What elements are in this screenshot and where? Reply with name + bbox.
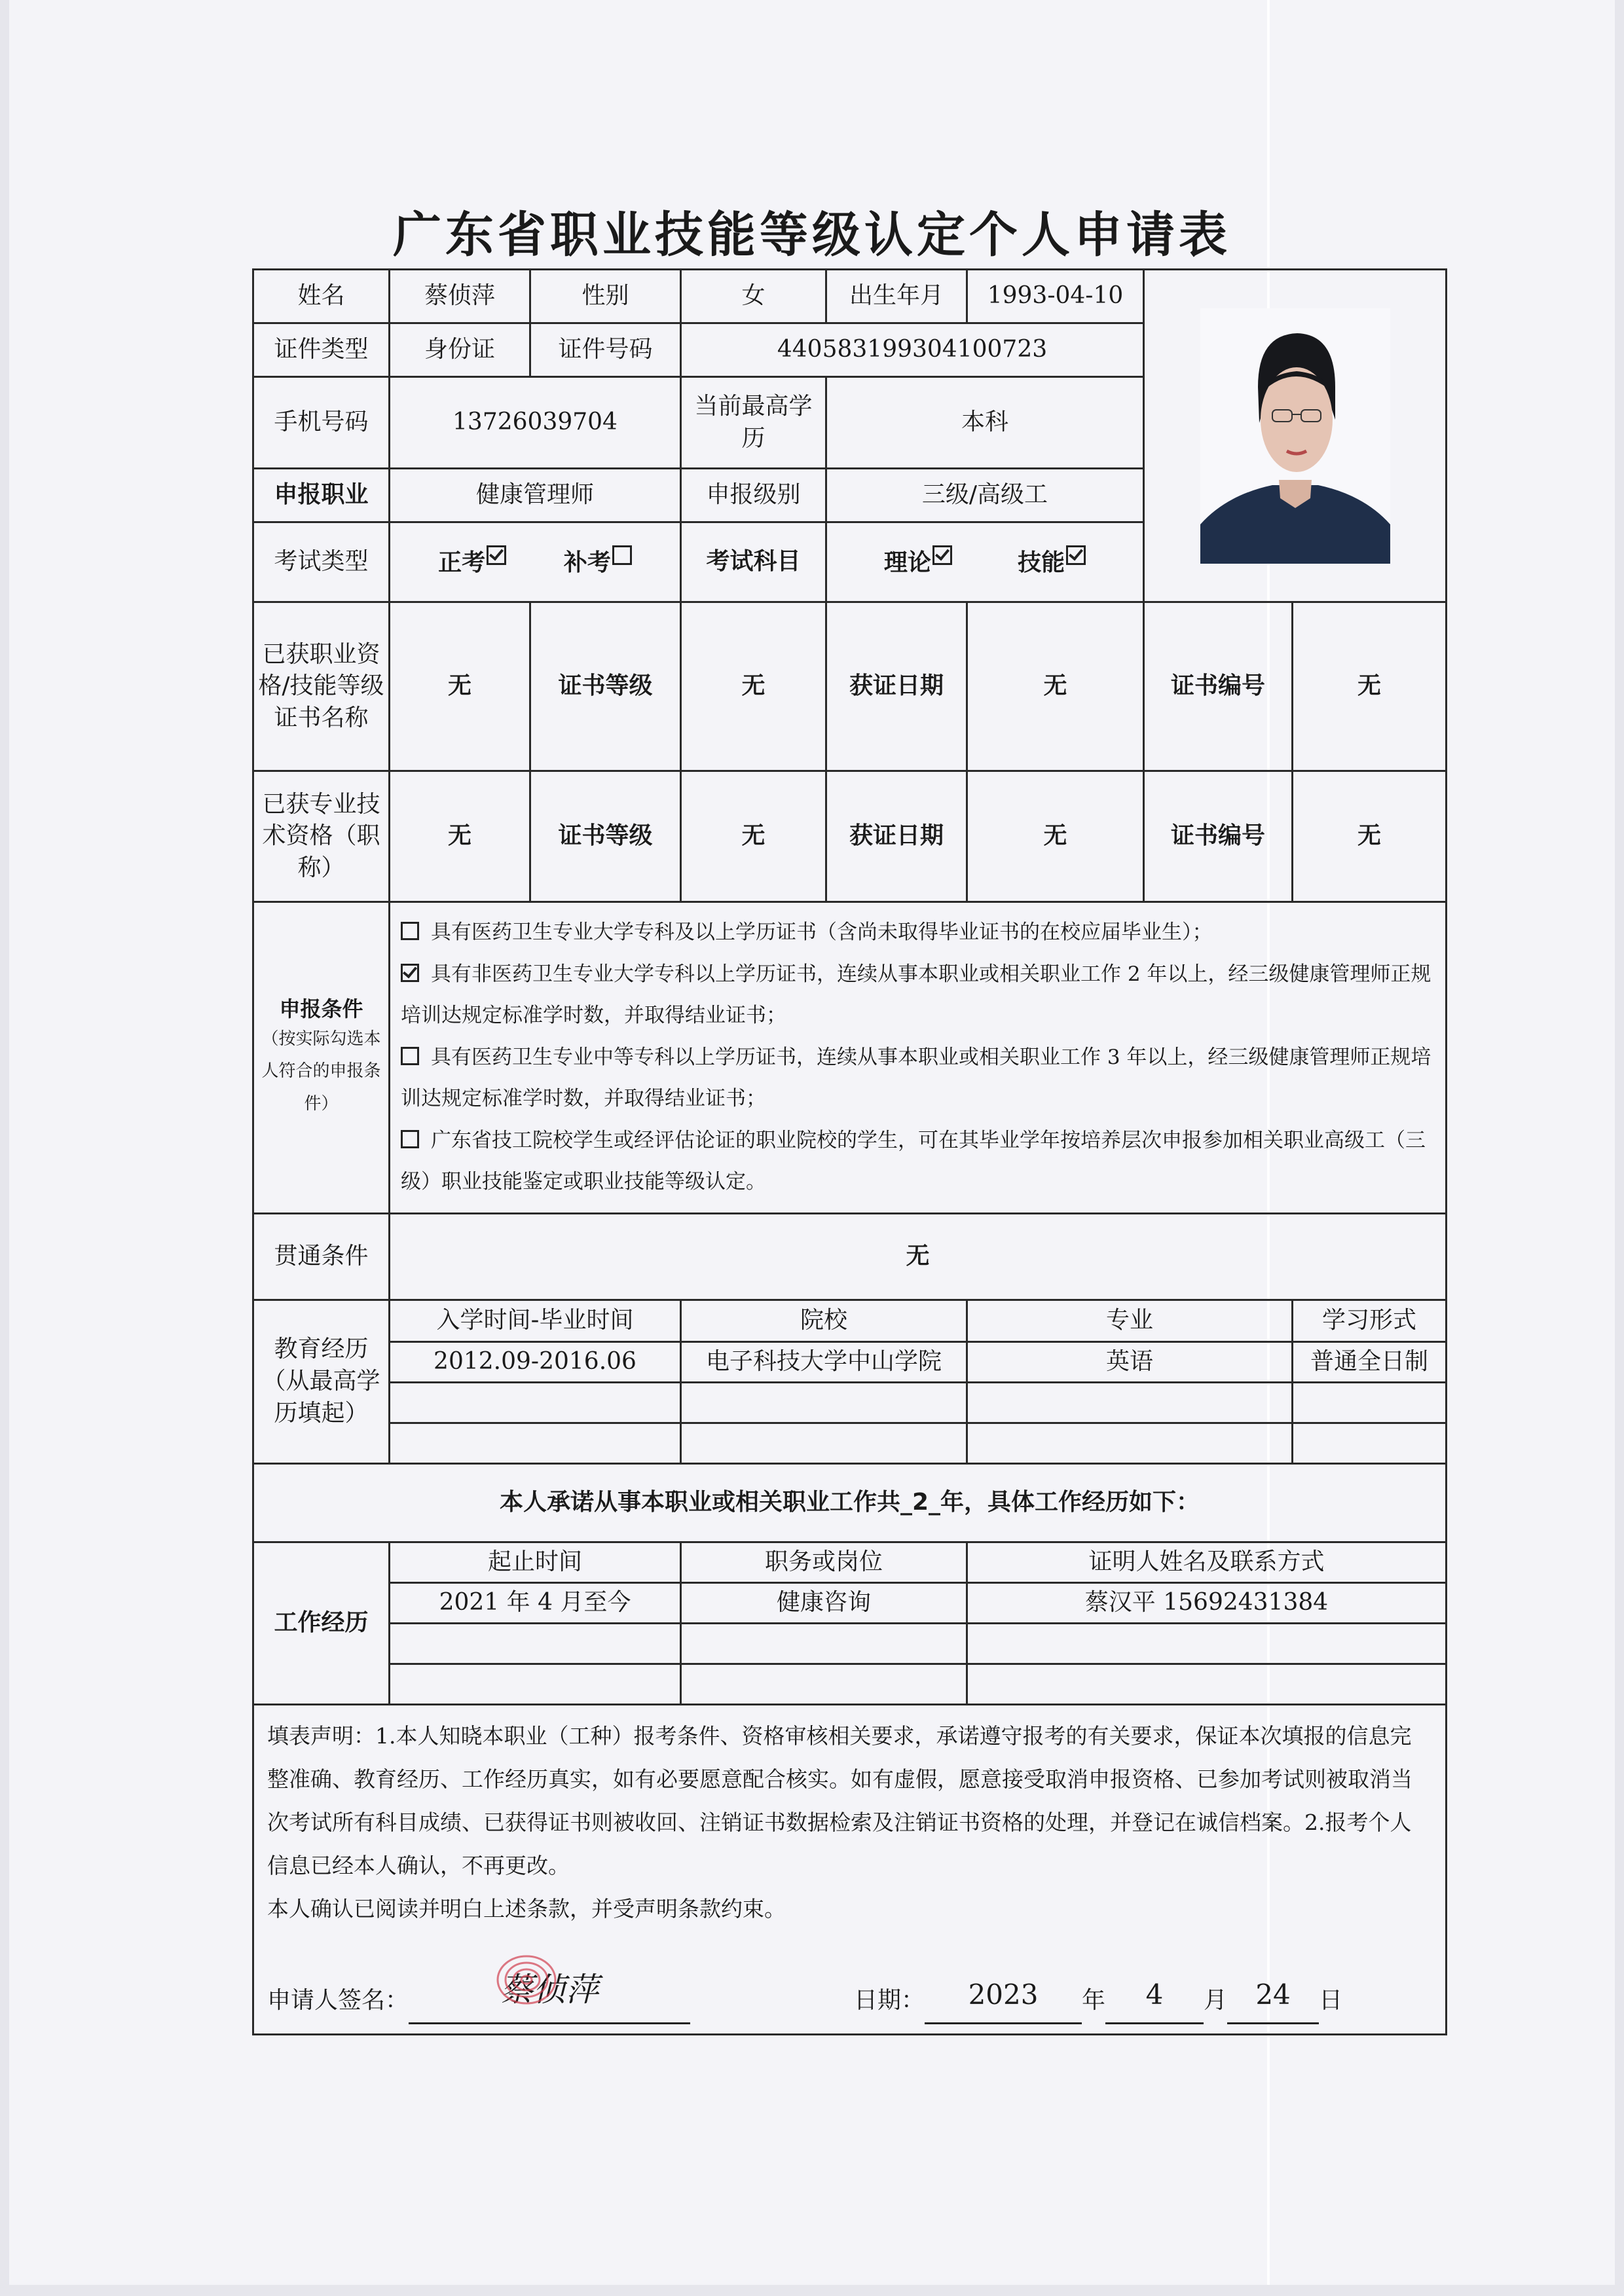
- work-header-position: 职务或岗位: [681, 1542, 967, 1582]
- condition-item: 具有医药卫生专业大学专科及以上学历证书（含尚未取得毕业证书的在校应届毕业生）；: [401, 912, 1435, 954]
- prof-number-label: 证书编号: [1144, 771, 1293, 902]
- work-header-period: 起止时间: [390, 1542, 681, 1582]
- condition-4-checkbox[interactable]: [401, 1130, 419, 1148]
- bukao-checkbox[interactable]: [612, 545, 632, 565]
- phone-value: 13726039704: [390, 377, 681, 469]
- date-label: 日期：: [854, 1986, 925, 2014]
- application-form: [252, 268, 1447, 2035]
- fingerprint-icon: [487, 1950, 566, 2009]
- theory-checkbox[interactable]: [932, 545, 952, 565]
- edu-label: 当前最高学历: [681, 377, 826, 469]
- signature-line: [267, 1957, 1432, 2024]
- month-unit: 月: [1204, 1986, 1228, 2014]
- bukao-label: 补考: [563, 549, 611, 576]
- voc-date-value: 无: [967, 602, 1144, 771]
- occupation-label: 申报职业: [253, 469, 390, 522]
- prof-grade-value: 无: [681, 771, 826, 902]
- skill-label: 技能: [1018, 549, 1065, 576]
- id-type-value: 身份证: [390, 323, 530, 377]
- voc-number-value: 无: [1293, 602, 1447, 771]
- conditions-sub-label: （按实际勾选本人符合的申报条件）: [261, 1029, 381, 1114]
- id-no-label: 证件号码: [530, 323, 681, 377]
- edu-value: 本科: [826, 377, 1144, 469]
- occupation-value: 健康管理师: [390, 469, 681, 522]
- edu-header-school: 院校: [681, 1300, 967, 1341]
- table-row: [253, 1582, 1447, 1623]
- gender-label: 性别: [530, 270, 681, 323]
- name-label: 姓名: [253, 270, 390, 323]
- work-reference: 蔡汉平 15692431384: [967, 1582, 1447, 1623]
- condition-3-checkbox[interactable]: [401, 1047, 419, 1065]
- condition-2-checkbox[interactable]: [401, 964, 419, 982]
- exam-subject-options: [826, 522, 1144, 602]
- voc-number-label: 证书编号: [1144, 602, 1293, 771]
- conditions-label-cell: [253, 902, 390, 1214]
- level-value: 三级/高级工: [826, 469, 1144, 522]
- gender-value: 女: [681, 270, 826, 323]
- edu-header-major: 专业: [967, 1300, 1293, 1341]
- applicant-photo: [1200, 308, 1390, 564]
- conditions-list: [390, 902, 1447, 1214]
- level-label: 申报级别: [681, 469, 826, 522]
- condition-item: 具有医药卫生专业中等专科以上学历证书，连续从事本职业或相关职业工作 3 年以上，经三级健康管理师正规培训达规定标准学时数，并取得结业证书；: [401, 1045, 1431, 1111]
- signature: 蔡侦萍: [500, 1970, 599, 2009]
- phone-label: 手机号码: [253, 377, 390, 469]
- edu-period: 2012.09-2016.06: [390, 1341, 681, 1382]
- photo-cell: [1144, 270, 1447, 602]
- condition-1-checkbox[interactable]: [401, 922, 419, 940]
- work-label: 工作经历: [253, 1542, 390, 1704]
- signature-field[interactable]: [409, 1957, 690, 2024]
- conditions-label: 申报条件: [279, 996, 363, 1021]
- skill-checkbox[interactable]: [1066, 545, 1086, 565]
- edu-header-mode: 学习形式: [1293, 1300, 1447, 1341]
- date-day[interactable]: 24: [1227, 1967, 1319, 2024]
- birth-label: 出生年月: [826, 270, 967, 323]
- work-header-reference: 证明人姓名及联系方式: [967, 1542, 1447, 1582]
- prof-cert-name: 无: [390, 771, 530, 902]
- work-promise: 本人承诺从事本职业或相关职业工作共_2_年，具体工作经历如下：: [253, 1463, 1447, 1542]
- table-row: [253, 1382, 1447, 1423]
- table-row: [253, 1623, 1447, 1664]
- id-no-value: 440583199304100723: [681, 323, 1144, 377]
- sign-label: 申请人签名：: [267, 1986, 409, 2014]
- year-unit: 年: [1082, 1986, 1106, 2014]
- date-month[interactable]: 4: [1105, 1967, 1204, 2024]
- education-label: 教育经历（从最高学历填起）: [253, 1300, 390, 1463]
- edu-school: 电子科技大学中山学院: [681, 1341, 967, 1382]
- prof-grade-label: 证书等级: [530, 771, 681, 902]
- theory-label: 理论: [883, 549, 931, 576]
- pass-through-label: 贯通条件: [253, 1213, 390, 1300]
- condition-item: 广东省技工院校学生或经评估论证的职业院校的学生，可在其毕业学年按培养层次申报参加相关职业高级工（三级）职业技能鉴定或职业技能等级认定。: [401, 1128, 1426, 1194]
- table-row: [253, 1341, 1447, 1382]
- edu-major: 英语: [967, 1341, 1293, 1382]
- form-title: 广东省职业技能等级认定个人申请表: [393, 207, 1231, 263]
- work-position: 健康咨询: [681, 1582, 967, 1623]
- voc-cert-label: 已获职业资格/技能等级证书名称: [253, 602, 390, 771]
- zhengkao-label: 正考: [438, 549, 486, 576]
- voc-date-label: 获证日期: [826, 602, 967, 771]
- exam-type-options: [390, 522, 681, 602]
- exam-type-label: 考试类型: [253, 522, 390, 602]
- prof-date-label: 获证日期: [826, 771, 967, 902]
- work-period: 2021 年 4 月至今: [390, 1582, 681, 1623]
- pass-through-value: 无: [390, 1213, 1447, 1300]
- name-value: 蔡侦萍: [390, 270, 530, 323]
- declaration-cell: [253, 1704, 1447, 2034]
- table-row: [253, 1664, 1447, 1704]
- id-type-label: 证件类型: [253, 323, 390, 377]
- exam-subject-label: 考试科目: [681, 522, 826, 602]
- voc-grade-value: 无: [681, 602, 826, 771]
- day-unit: 日: [1319, 1986, 1343, 2014]
- voc-grade-label: 证书等级: [530, 602, 681, 771]
- voc-cert-name: 无: [390, 602, 530, 771]
- declaration-text: 填表声明：1.本人知晓本职业（工种）报考条件、资格审核相关要求，承诺遵守报考的有关要求，保证本次填报的信息完整准确、教育经历、工作经历真实，如有必要愿意配合核实。如有虚假，愿意接受取消申报资格、已参加考试则被取消当次考试所有科目成绩、已获得证书则被收回、注销证书数据检索及注销证书资格的处理，并登记在诚信档案。2.报考个人信息已经本人确认，不再更改。: [267, 1722, 1412, 1878]
- edu-mode: 普通全日制: [1293, 1341, 1447, 1382]
- condition-item: 具有非医药卫生专业大学专科以上学历证书，连续从事本职业或相关职业工作 2 年以上，经三级健康管理师正规培训达规定标准学时数，并取得结业证书；: [401, 962, 1431, 1028]
- prof-date-value: 无: [967, 771, 1144, 902]
- prof-number-value: 无: [1293, 771, 1447, 902]
- date-year[interactable]: 2023: [925, 1967, 1082, 2024]
- edu-header-period: 入学时间-毕业时间: [390, 1300, 681, 1341]
- declaration-confirm: 本人确认已阅读并明白上述条款，并受声明条款约束。: [267, 1895, 786, 1922]
- birth-value: 1993-04-10: [967, 270, 1144, 323]
- prof-cert-label: 已获专业技术资格（职称）: [253, 771, 390, 902]
- zhengkao-checkbox[interactable]: [487, 545, 506, 565]
- table-row: [253, 1423, 1447, 1463]
